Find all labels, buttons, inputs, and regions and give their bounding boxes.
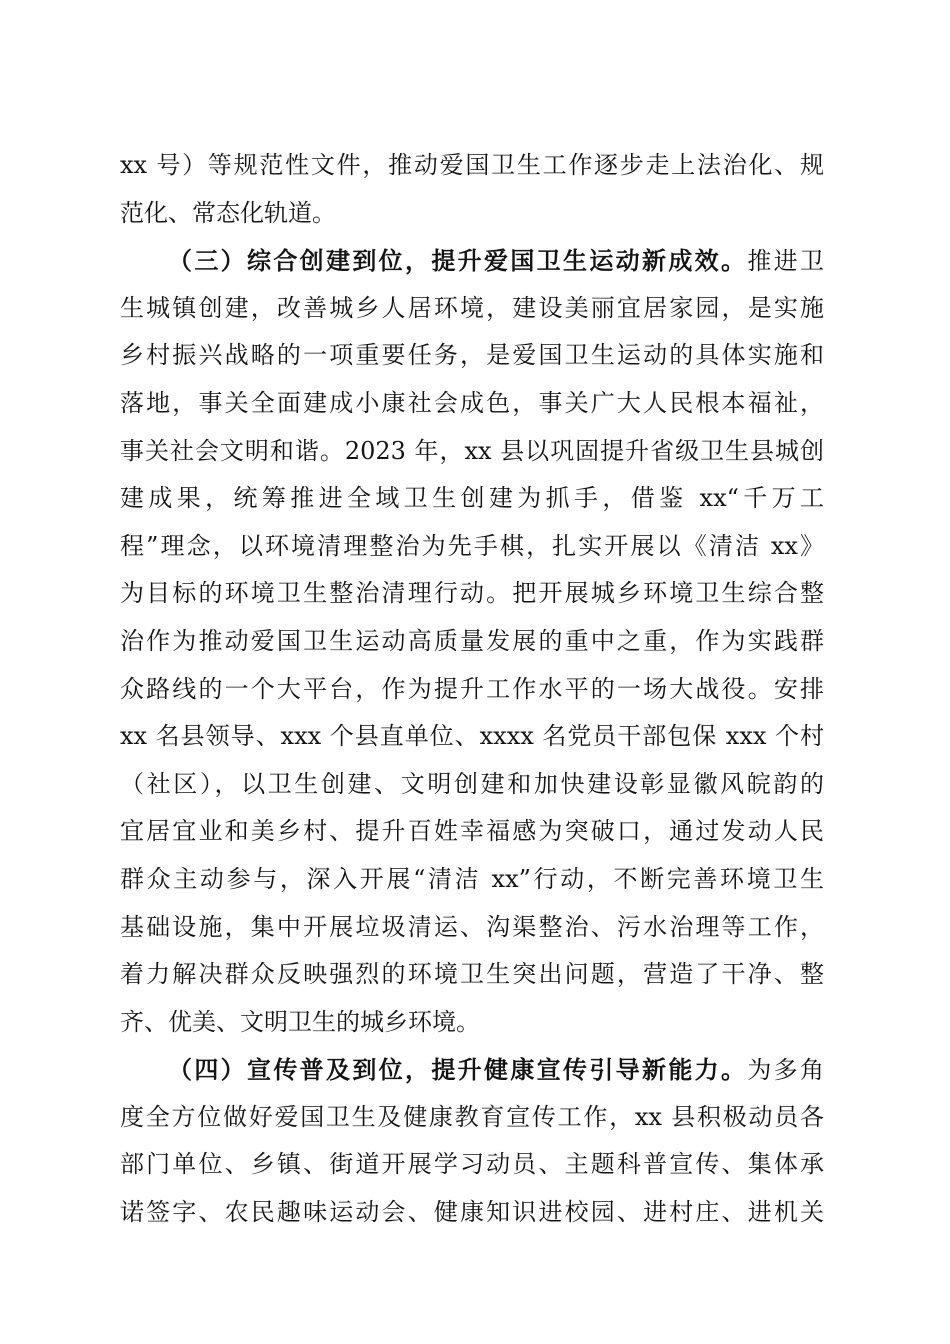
text-line: 诺签字、农民趣味运动会、健康知识进校园、进村庄、进机关 bbox=[120, 1198, 824, 1227]
text-line: 范化、常态化轨道。 bbox=[120, 198, 336, 227]
text-line: 程”理念，以环境清理整治为先手棋，扎实开展以《清洁 xx》 bbox=[120, 531, 824, 560]
section-heading: （三）综合创建到位，提升爱国卫生运动新成效。 bbox=[168, 246, 748, 276]
text-line: 生城镇创建，改善城乡人居环境，建设美丽宜居家园，是实施 bbox=[120, 293, 824, 322]
text-span: 推进卫 bbox=[747, 247, 824, 276]
paragraph-first-line bbox=[120, 1046, 824, 1094]
text-line: 治作为推动爱国卫生运动高质量发展的重中之重，作为实践群 bbox=[120, 626, 824, 655]
text-line: 基础设施，集中开展垃圾清运、沟渠整治、污水治理等工作， bbox=[120, 912, 824, 941]
text-line: 为目标的环境卫生整治清理行动。把开展城乡环境卫生综合整 bbox=[120, 579, 824, 608]
section-heading: （四）宣传普及到位，提升健康宣传引导新能力。 bbox=[168, 1055, 748, 1085]
text-line: 群众主动参与，深入开展“清洁 xx”行动，不断完善环境卫生 bbox=[120, 864, 824, 893]
document-body bbox=[120, 142, 824, 1237]
text-line: 部门单位、乡镇、街道开展学习动员、主题科普宣传、集体承 bbox=[120, 1150, 824, 1179]
text-line: 建成果，统筹推进全域卫生创建为抓手，借鉴 xx“千万工 bbox=[120, 484, 824, 513]
text-line: 事关社会文明和谐。2023 年，xx 县以巩固提升省级卫生县城创 bbox=[120, 436, 824, 465]
text-line: xx 号）等规范性文件，推动爱国卫生工作逐步走上法治化、规 bbox=[120, 151, 824, 179]
text-line: 着力解决群众反映强烈的环境卫生突出问题，营造了干净、整 bbox=[120, 960, 824, 989]
text-line: （社区），以卫生创建、文明创建和加快建设彰显徽风皖韵的 bbox=[120, 769, 824, 798]
paragraph-first-line bbox=[120, 237, 824, 285]
text-span: 为多角 bbox=[747, 1056, 824, 1085]
text-line: 宜居宜业和美乡村、提升百姓幸福感为突破口，通过发动人民 bbox=[120, 817, 824, 846]
text-line: 落地，事关全面建成小康社会成色，事关广大人民根本福祉， bbox=[120, 388, 824, 417]
text-line: xx 名县领导、xxx 个县直单位、xxxx 名党员干部包保 xxx 个村 bbox=[120, 722, 824, 751]
text-line: 乡村振兴战略的一项重要任务，是爱国卫生运动的具体实施和 bbox=[120, 341, 824, 370]
text-line: 众路线的一个大平台，作为提升工作水平的一场大战役。安排 bbox=[120, 674, 824, 703]
text-line: 齐、优美、文明卫生的城乡环境。 bbox=[120, 1007, 480, 1036]
text-line: 度全方位做好爱国卫生及健康教育宣传工作，xx 县积极动员各 bbox=[120, 1102, 824, 1131]
